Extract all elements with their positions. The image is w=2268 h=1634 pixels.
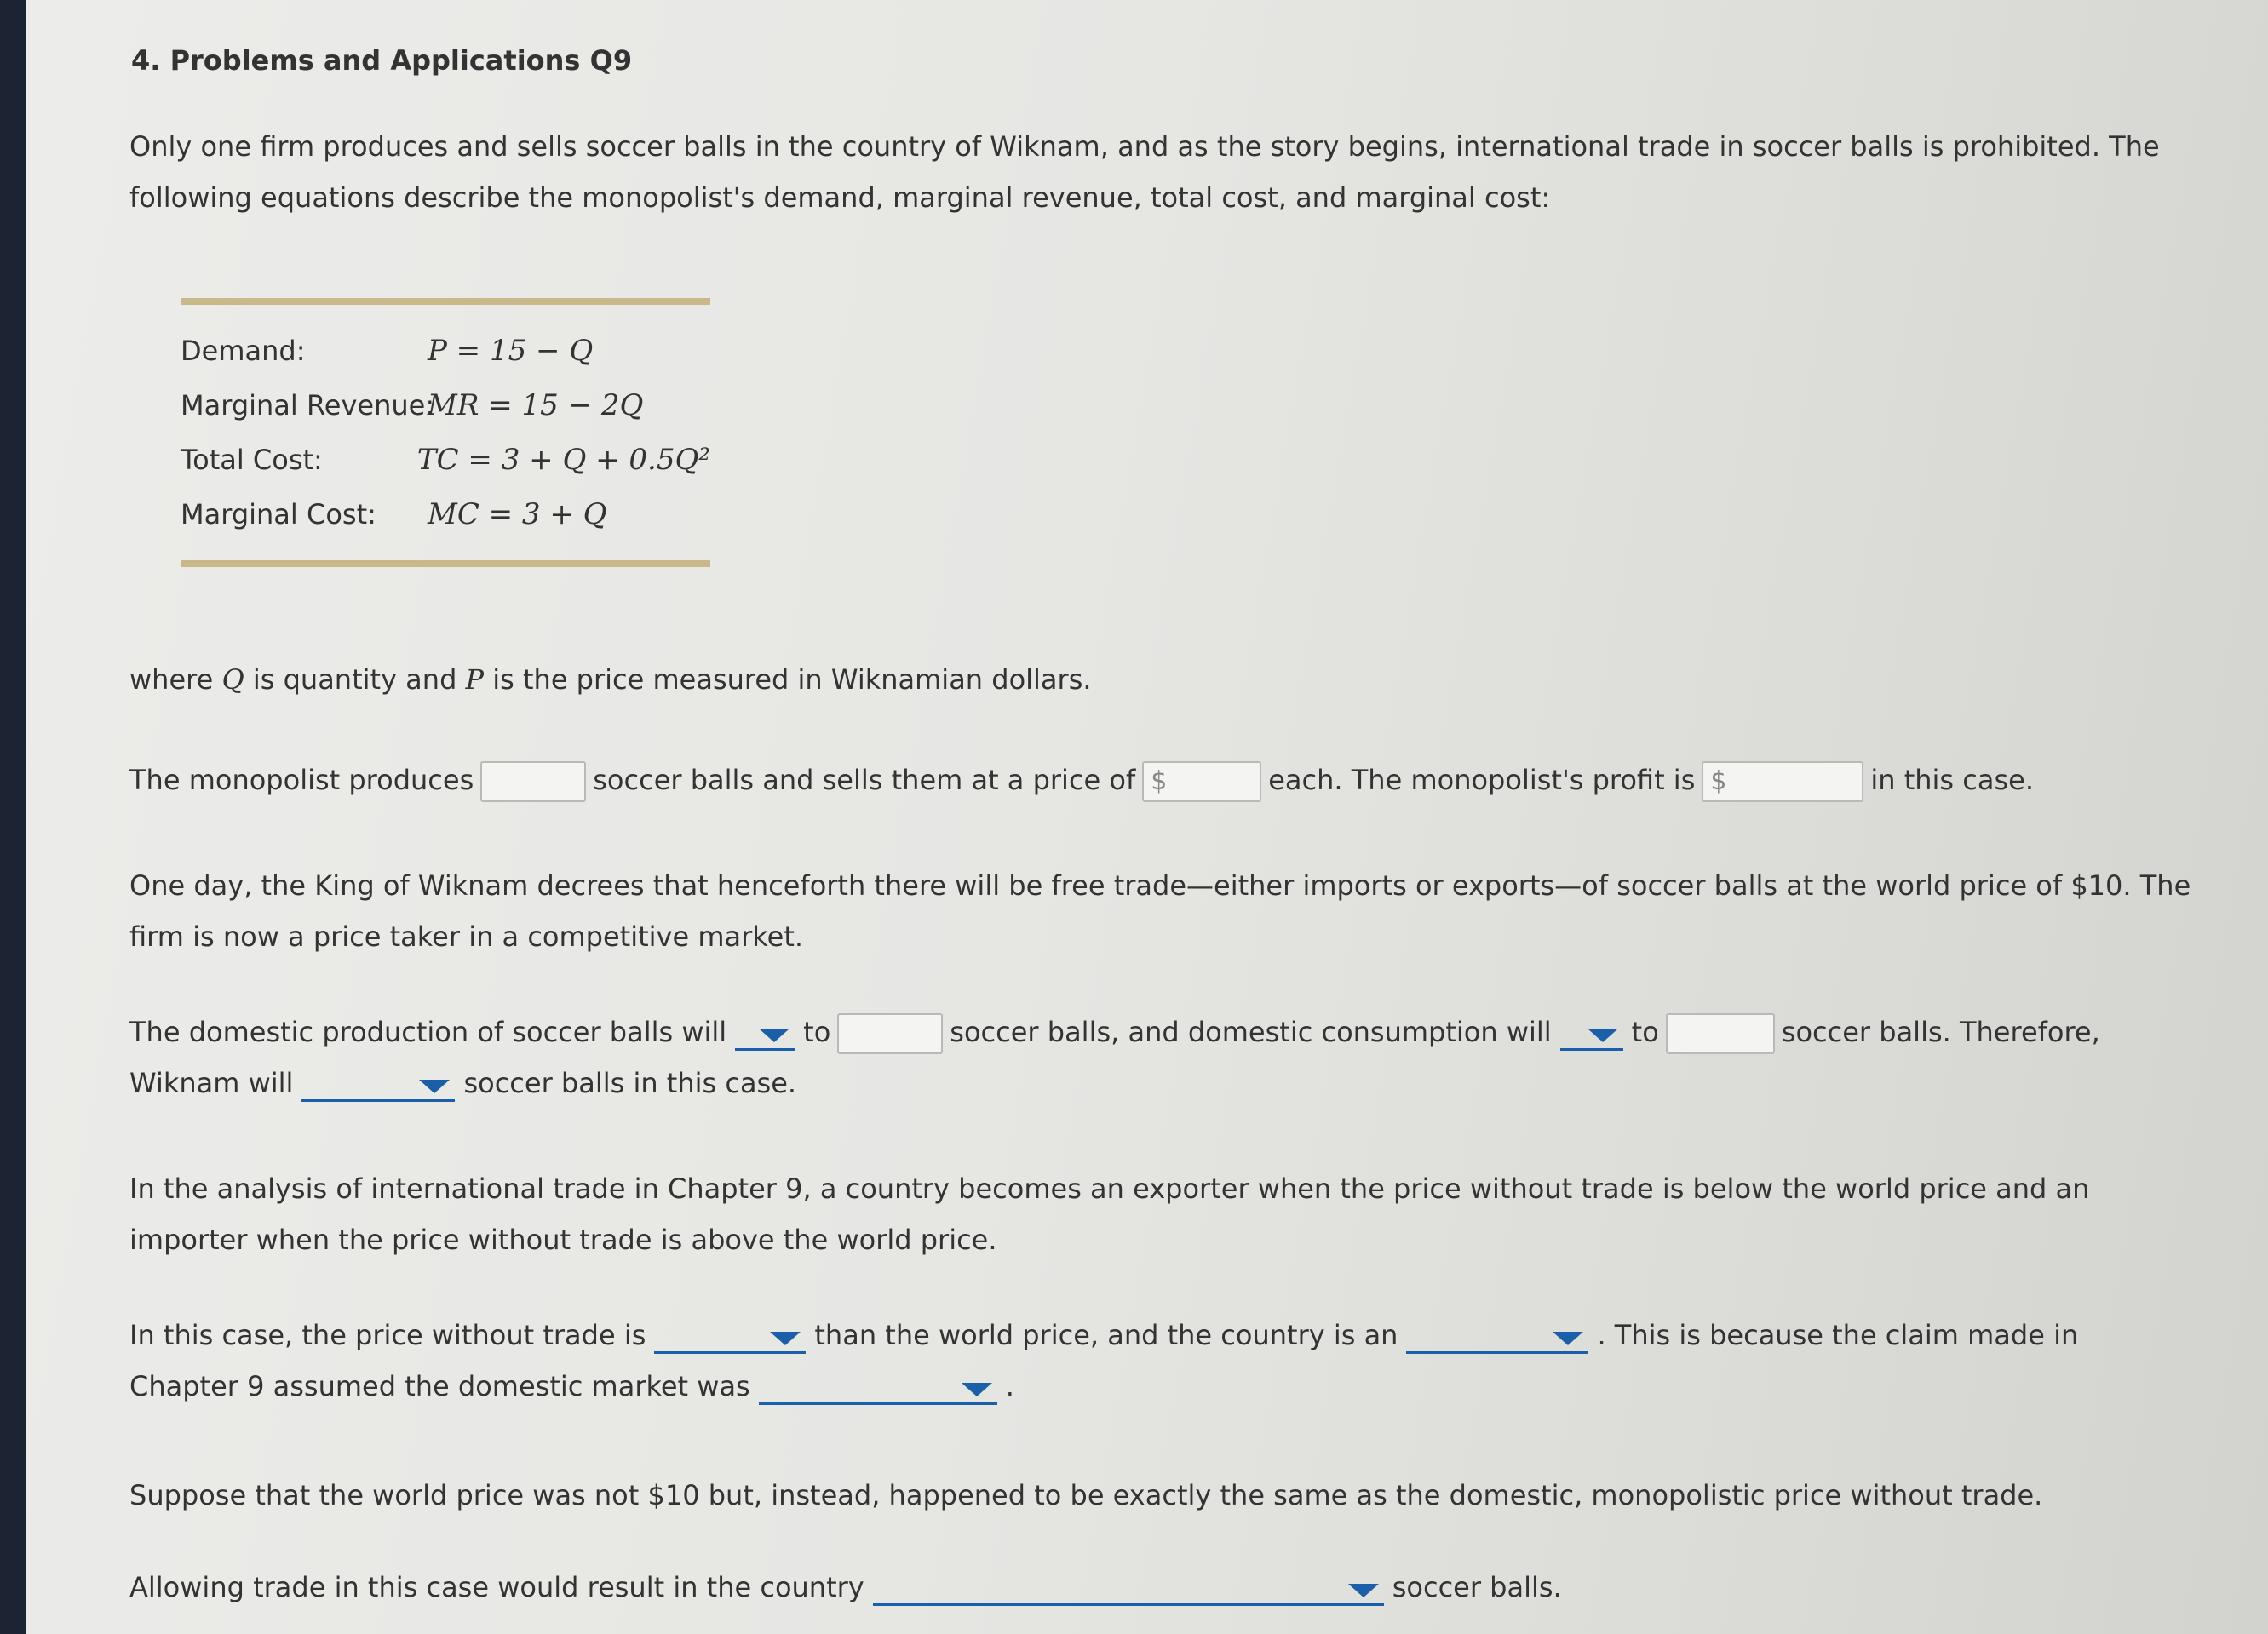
allowing-paragraph: Allowing trade in this case would result in the country soccer balls. xyxy=(129,1562,2173,1613)
in-this-case-paragraph: In this case, the price without trade is than the world price, and the country is an . This is because the claim made in Chapter 9 assumed the domestic market was . xyxy=(129,1310,2173,1412)
equations-table xyxy=(181,298,710,567)
table-bottom-rule xyxy=(181,560,710,567)
equation-row-marginal-revenue: Marginal Revenue: MR = 15 − 2Q xyxy=(181,388,644,422)
country-role-dropdown[interactable] xyxy=(1406,1320,1588,1354)
price-input[interactable] xyxy=(1142,761,1261,802)
window-left-edge xyxy=(0,0,26,1634)
trade-direction-dropdown[interactable] xyxy=(301,1068,455,1102)
price-comparison-dropdown[interactable] xyxy=(654,1320,806,1354)
chevron-down-icon xyxy=(962,1383,992,1396)
where-paragraph: where Q is quantity and P is the price measured in Wiknamian dollars. xyxy=(129,663,1092,696)
consumption-quantity-input[interactable] xyxy=(1666,1013,1775,1054)
market-type-dropdown[interactable] xyxy=(759,1371,997,1405)
suppose-paragraph: Suppose that the world price was not $10 but, instead, happened to be exactly the same as the domestic, monopolistic price without trade. xyxy=(129,1479,2043,1511)
production-change-dropdown[interactable] xyxy=(735,1017,795,1051)
equation-row-demand: Demand: P = 15 − Q xyxy=(181,334,594,368)
consumption-change-dropdown[interactable] xyxy=(1560,1017,1623,1051)
trade-result-dropdown[interactable] xyxy=(873,1572,1384,1606)
chevron-down-icon xyxy=(770,1332,801,1345)
free-trade-paragraph: One day, the King of Wiknam decrees that henceforth there will be free trade—either imports or exports—of soccer balls at the world price of $10. The firm is now a price taker in a competitive market. xyxy=(129,869,2191,953)
chevron-down-icon xyxy=(419,1080,450,1093)
chevron-down-icon xyxy=(1553,1332,1583,1345)
chevron-down-icon xyxy=(1588,1029,1618,1042)
intro-paragraph: Only one firm produces and sells soccer balls in the country of Wiknam, and as the story begins, international trade in soccer balls is prohibited. The following equations describe the monopolist's demand, marginal revenue, total cost, and marginal cost: xyxy=(129,130,2160,214)
equation-row-total-cost: Total Cost: TC = 3 + Q + 0.5Q² xyxy=(181,443,710,477)
production-quantity-input[interactable] xyxy=(837,1013,943,1054)
question-page xyxy=(26,0,2268,1634)
domestic-paragraph: The domestic production of soccer balls will to soccer balls, and domestic consumption will to soccer balls. Therefore, Wiknam will soccer balls in this case. xyxy=(129,1006,2173,1109)
quantity-input[interactable] xyxy=(480,761,586,802)
table-top-rule xyxy=(181,298,710,305)
profit-input[interactable] xyxy=(1702,761,1863,802)
chevron-down-icon xyxy=(1348,1584,1379,1597)
chevron-down-icon xyxy=(759,1029,789,1042)
equation-row-marginal-cost: Marginal Cost: MC = 3 + Q xyxy=(181,497,607,531)
question-title: 4. Problems and Applications Q9 xyxy=(131,44,633,77)
chapter9-paragraph: In the analysis of international trade in Chapter 9, a country becomes an exporter when the price without trade is below the world price and an importer when the price without trade is above the world price. xyxy=(129,1172,2090,1256)
currency-symbol: $ xyxy=(1151,766,1168,796)
monopoly-paragraph: The monopolist produces soccer balls and sells them at a price of $ each. The monopolist's profit is $ in this case. xyxy=(129,754,2173,806)
currency-symbol: $ xyxy=(1710,766,1727,796)
